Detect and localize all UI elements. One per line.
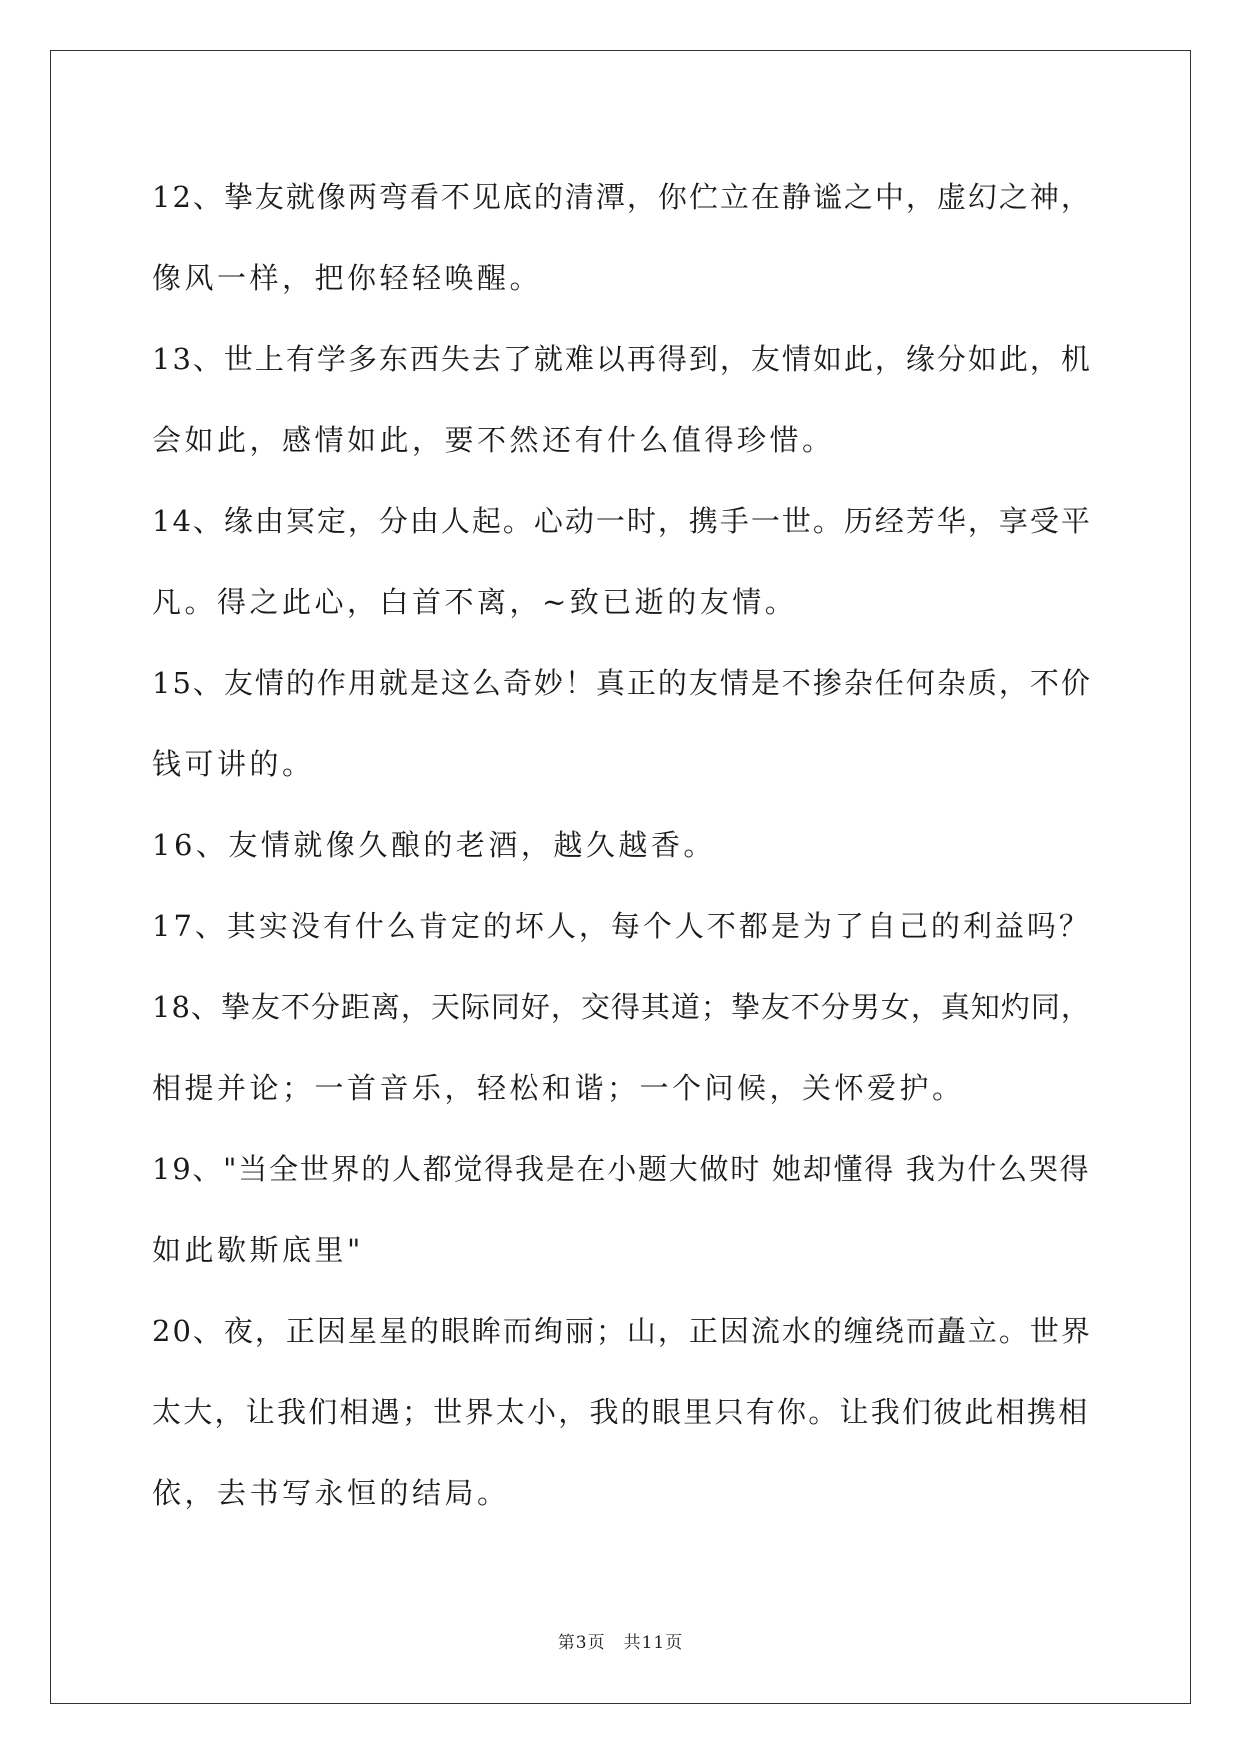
paragraph-15-line-2: 钱可讲的。 <box>152 747 315 781</box>
paragraph-12-line-1: 12、挚友就像两弯看不见底的清潭，你伫立在静谧之中，虚幻之神， <box>152 180 1092 214</box>
document-body <box>152 157 1092 1534</box>
paragraph-17-line-1: 17、其实没有什么肯定的坏人，每个人不都是为了自己的利益吗？ <box>152 909 1091 943</box>
paragraph-13-line-1: 13、世上有学多东西失去了就难以再得到，友情如此，缘分如此，机 <box>152 342 1092 376</box>
paragraph-15-line-1: 15、友情的作用就是这么奇妙！真正的友情是不掺杂任何杂质，不价 <box>152 666 1092 700</box>
paragraph-18-line-1: 18、挚友不分距离，天际同好，交得其道；挚友不分男女，真知灼同， <box>152 990 1091 1024</box>
paragraph-16-line-1: 16、友情就像久酿的老酒，越久越香。 <box>152 828 716 862</box>
paragraph-13-line-2: 会如此，感情如此，要不然还有什么值得珍惜。 <box>152 423 835 457</box>
paragraph-14-line-2: 凡。得之此心，白首不离，~致已逝的友情。 <box>152 585 798 619</box>
paragraph-19-line-1: 19、"当全世界的人都觉得我是在小题大做时 她却懂得 我为什么哭得 <box>152 1152 1091 1186</box>
paragraph-19-line-2: 如此歇斯底里" <box>152 1233 364 1267</box>
paragraph-20-line-3: 依，去书写永恒的结局。 <box>152 1476 510 1510</box>
paragraph-20-line-1: 20、夜，正因星星的眼眸而绚丽；山，正因流水的缠绕而矗立。世界 <box>152 1314 1092 1348</box>
page-total: 共11页 <box>623 1633 684 1653</box>
paragraph-12-line-2: 像风一样，把你轻轻唤醒。 <box>152 261 543 295</box>
page-footer <box>0 1628 1241 1653</box>
paragraph-20-line-2: 太大，让我们相遇；世界太小，我的眼里只有你。让我们彼此相携相 <box>152 1395 1090 1429</box>
paragraph-14-line-1: 14、缘由冥定，分由人起。心动一时，携手一世。历经芳华，享受平 <box>152 504 1092 538</box>
page-number: 第3页 <box>557 1633 606 1653</box>
paragraph-18-line-2: 相提并论；一首音乐，轻松和谐；一个问候，关怀爱护。 <box>152 1071 965 1105</box>
